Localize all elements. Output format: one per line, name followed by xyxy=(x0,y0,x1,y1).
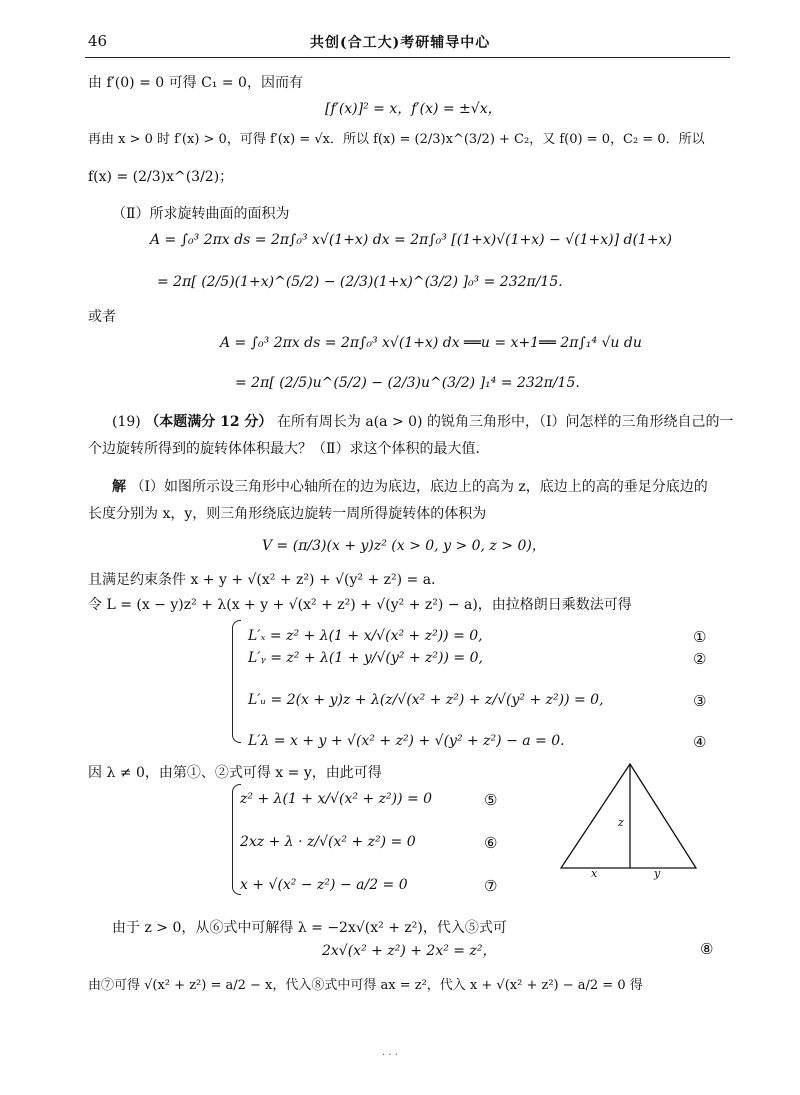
equation: V = (π/3)(x + y)z² (x > 0, y > 0, z > 0)， xyxy=(262,538,546,554)
text-line: 且满足约束条件 x + y + √(x² + z²) + √(y² + z²) = a． xyxy=(88,572,446,588)
figure-label-y: y xyxy=(654,867,661,880)
system-equation: L′ᵧ = z² + λ(1 + y/√(y² + z²)) = 0, xyxy=(248,650,483,666)
brace xyxy=(232,620,241,629)
problem-number: (19) xyxy=(112,414,141,430)
solution-label: 解 xyxy=(112,479,126,495)
figure-label-z: z xyxy=(618,816,624,829)
system-equation: L′ₓ = z² + λ(1 + x/√(x² + z²)) = 0, xyxy=(248,628,483,644)
text-line: 长度分别为 x，y，则三角形绕底边旋转一周所得旋转体的体积为 xyxy=(88,506,487,522)
text-line: 再由 x > 0 时 f′(x) > 0，可得 f′(x) = √x．所以 f(x) = (2/3)x^(3/2) + C₂，又 f(0) = 0，C₂ = 0．所以 xyxy=(88,132,705,147)
equation-number: ⑥ xyxy=(484,834,498,852)
running-header: 共创(合工大)考研辅导中心 xyxy=(310,35,491,51)
text-line: 令 L = (x − y)z² + λ(x + y + √(x² + z²) + √(y² + z²) − a)，由拉格朗日乘数法可得 xyxy=(88,597,632,613)
brace xyxy=(232,792,233,886)
header-rule xyxy=(85,57,730,58)
system-equation: x + √(x² − z²) − a/2 = 0 xyxy=(240,877,408,893)
text-line: 因 λ ≠ 0，由第①、②式可得 x = y，由此可得 xyxy=(88,765,382,781)
brace xyxy=(232,628,233,734)
equation: = 2π[ (2/5)u^(5/2) − (2/3)u^(3/2) ]₁⁴ = 232π/15. xyxy=(235,375,580,391)
triangle-outline xyxy=(561,764,696,868)
system-equation: L′ᵤ = 2(x + y)z + λ(z/√(x² + z²) + z/√(y² + z²)) = 0, xyxy=(248,692,604,708)
solution-text: （Ⅰ）如图所示设三角形中心轴所在的边为底边，底边上的高为 z，底边上的高的垂足分底边的 xyxy=(130,479,708,495)
equation-number: ③ xyxy=(693,692,707,710)
text-line: 由⑦可得 √(x² + z²) = a/2 − x，代入⑧式中可得 ax = z²，代入 x + √(x² + z²) − a/2 = 0 得 xyxy=(88,978,643,993)
triangle-figure xyxy=(555,758,705,880)
equation: 2x√(x² + z²) + 2x² = z²， xyxy=(322,943,497,959)
brace xyxy=(232,734,241,743)
problem-score: （本题满分 12 分） xyxy=(145,414,273,430)
equation: A = ∫₀³ 2πx ds = 2π∫₀³ x√(1+x) dx = 2π∫₀³ [(1+x)√(1+x) − √(1+x)] d(1+x) xyxy=(150,232,672,248)
footer-mark: · · · xyxy=(382,1050,398,1061)
equation-number: ⑦ xyxy=(484,877,498,895)
system-equation: L′λ = x + y + √(x² + z²) + √(y² + z²) − a = 0. xyxy=(248,733,565,749)
text-line: 个边旋转所得到的旋转体体积最大？（Ⅱ）求这个体积的最大值． xyxy=(88,441,490,457)
text-line: 或者 xyxy=(88,309,116,325)
text-line: 由 f′(0) = 0 可得 C₁ = 0，因而有 xyxy=(88,75,303,91)
solution-line xyxy=(112,476,708,496)
system-equation: 2xz + λ · z/√(x² + z²) = 0 xyxy=(240,834,416,850)
equation: [f′(x)]² = x，f′(x) = ±√x， xyxy=(325,101,502,117)
page-number: 46 xyxy=(88,32,108,50)
equation-number: ② xyxy=(693,650,707,668)
equation-number: ① xyxy=(693,628,707,646)
equation: = 2π[ (2/5)(1+x)^(5/2) − (2/3)(1+x)^(3/2) ]₀³ = 232π/15. xyxy=(157,274,563,290)
text-line: （Ⅱ）所求旋转曲面的面积为 xyxy=(112,206,290,222)
text-line: f(x) = (2/3)x^(3/2)； xyxy=(88,169,234,185)
problem-text: 在所有周长为 a(a > 0) 的锐角三角形中，（Ⅰ）问怎样的三角形绕自己的一 xyxy=(276,414,734,430)
text-line: 由于 z > 0，从⑥式中可解得 λ = −2x√(x² + z²)，代入⑤式可 xyxy=(112,920,507,936)
equation-number: ⑧ xyxy=(700,940,714,958)
equation-number: ④ xyxy=(693,733,707,751)
figure-label-x: x xyxy=(591,867,598,880)
problem-statement xyxy=(112,411,733,431)
equation: A = ∫₀³ 2πx ds = 2π∫₀³ x√(1+x) dx ══u = x+1══ 2π∫₁⁴ √u du xyxy=(220,335,642,351)
system-equation: z² + λ(1 + x/√(x² + z²)) = 0 xyxy=(240,791,433,807)
equation-number: ⑤ xyxy=(484,791,498,809)
